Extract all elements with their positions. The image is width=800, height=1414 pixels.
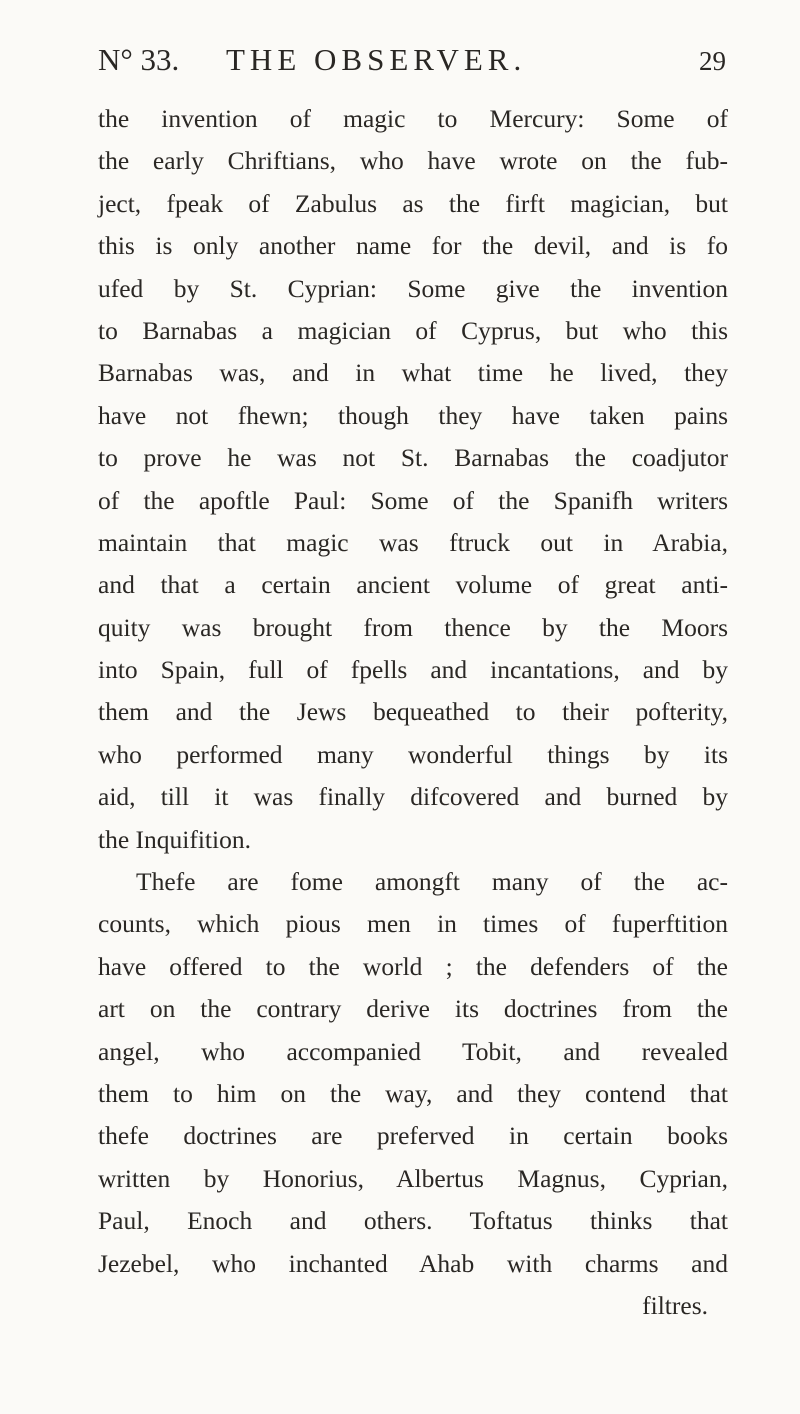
text-line: written by Honorius, Albertus Magnus, Cyprian, bbox=[98, 1163, 728, 1193]
text-line: ufed by St. Cyprian: Some give the invention bbox=[98, 273, 728, 303]
text-line: to prove he was not St. Barnabas the coadjutor bbox=[98, 443, 728, 473]
text-line: Barnabas was, and in what time he lived, they bbox=[98, 358, 728, 388]
text-line: aid, till it was finally difcovered and burned by bbox=[98, 782, 728, 812]
text-line: this is only another name for the devil, and is fo bbox=[98, 231, 728, 261]
text-line: art on the contrary derive its doctrines from the bbox=[98, 994, 728, 1024]
text-line: of the apoftle Paul: Some of the Spanifh writers bbox=[98, 485, 728, 515]
text-line: Jezebel, who inchanted Ahab with charms and bbox=[98, 1248, 728, 1278]
text-line: the invention of magic to Mercury: Some of bbox=[98, 104, 728, 133]
text-line: who performed many wonderful things by its bbox=[98, 739, 728, 769]
text-line: have offered to the world ; the defenders of the bbox=[98, 951, 728, 981]
text-line: maintain that magic was ftruck out in Arabia, bbox=[98, 527, 728, 557]
text-line: the Inquifition. bbox=[98, 824, 251, 854]
paragraph-start-line: Thefe are fome amongft many of the ac- bbox=[136, 867, 728, 897]
text-line: them and the Jews bequeathed to their pofterity, bbox=[98, 697, 728, 727]
text-line: ject, fpeak of Zabulus as the firft magician, but bbox=[98, 188, 728, 218]
text-line: and that a certain ancient volume of great anti- bbox=[98, 570, 728, 600]
final-line: filtres. bbox=[642, 1290, 708, 1320]
text-line: angel, who accompanied Tobit, and revealed bbox=[98, 1036, 728, 1066]
publication-title: THE OBSERVER. bbox=[226, 42, 527, 77]
text-line: quity was brought from thence by the Moors bbox=[98, 612, 728, 642]
text-line: have not fhewn; though they have taken pains bbox=[98, 400, 728, 430]
issue-number: N° 33. bbox=[98, 42, 180, 77]
running-header bbox=[98, 42, 726, 92]
text-line: to Barnabas a magician of Cyprus, but who this bbox=[98, 315, 728, 345]
text-line: Paul, Enoch and others. Toftatus thinks that bbox=[98, 1206, 728, 1236]
page-number: 29 bbox=[699, 46, 726, 76]
text-line: counts, which pious men in times of fuperftition bbox=[98, 909, 728, 939]
text-line: into Spain, full of fpells and incantations, and by bbox=[98, 655, 728, 685]
text-line: thefe doctrines are preferved in certain books bbox=[98, 1121, 728, 1151]
text-line: the early Chriftians, who have wrote on the fub- bbox=[98, 146, 728, 176]
text-line: them to him on the way, and they contend that bbox=[98, 1078, 728, 1108]
body-text bbox=[98, 98, 728, 1327]
